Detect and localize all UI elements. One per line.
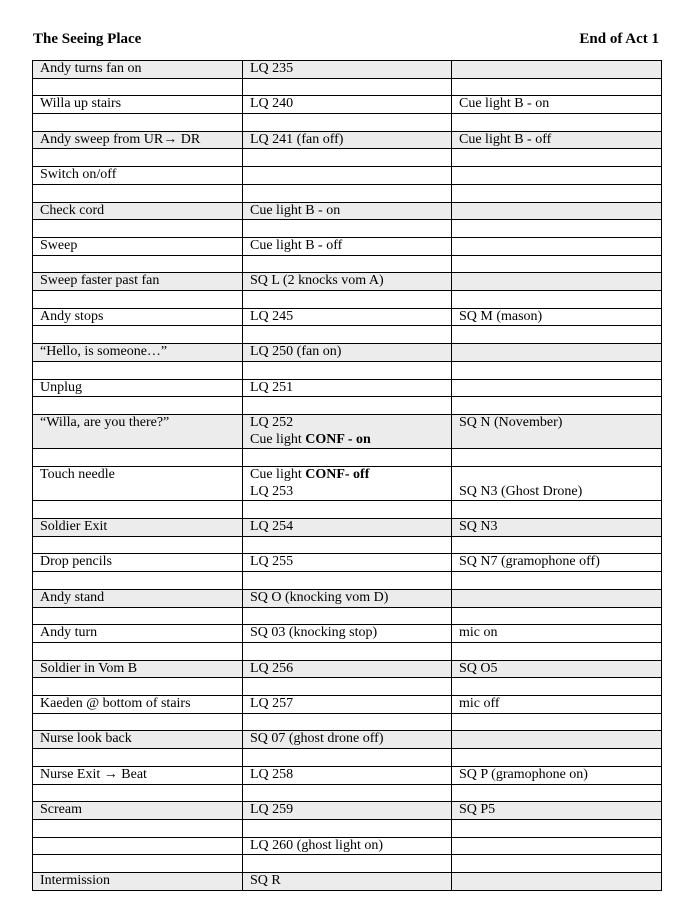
table-cell — [33, 484, 243, 501]
blank-row — [33, 184, 662, 202]
table-cell: LQ 250 (fan on) — [243, 344, 452, 362]
table-cell: SQ P5 — [452, 802, 662, 820]
section-label: End of Act 1 — [579, 31, 659, 47]
table-cell: Sweep faster past fan — [33, 273, 243, 291]
table-cell — [33, 678, 243, 696]
table-cell — [243, 255, 452, 273]
table-cell — [452, 873, 662, 891]
blank-row — [33, 572, 662, 590]
table-cell — [33, 432, 243, 449]
table-cell: SQ N (November) — [452, 414, 662, 431]
cue-text: Cue light — [250, 467, 306, 482]
table-cell — [33, 397, 243, 415]
table-cell: “Willa, are you there?” — [33, 414, 243, 431]
table-cell: Soldier in Vom B — [33, 660, 243, 678]
table-cell: LQ 256 — [243, 660, 452, 678]
table-row — [33, 519, 662, 537]
table-cell — [243, 855, 452, 873]
blank-row — [33, 255, 662, 273]
table-cell: LQ 254 — [243, 519, 452, 537]
table-row — [33, 379, 662, 397]
table-row — [33, 660, 662, 678]
table-cell — [33, 819, 243, 837]
blank-row — [33, 78, 662, 96]
table-cell — [452, 572, 662, 590]
table-cell: SQ L (2 knocks vom A) — [243, 273, 452, 291]
table-cell — [33, 361, 243, 379]
table-cell — [452, 237, 662, 255]
table-cell: Scream — [33, 802, 243, 820]
table-cell — [243, 78, 452, 96]
table-cell: Drop pencils — [33, 554, 243, 572]
table-cell — [33, 326, 243, 344]
table-row — [33, 625, 662, 643]
blank-row — [33, 397, 662, 415]
blank-row — [33, 361, 662, 379]
table-cell — [243, 749, 452, 767]
table-row — [33, 414, 662, 431]
blank-row — [33, 855, 662, 873]
table-cell — [243, 819, 452, 837]
blank-row — [33, 784, 662, 802]
table-cell: LQ 241 (fan off) — [243, 131, 452, 149]
table-cell — [452, 642, 662, 660]
blank-row — [33, 713, 662, 731]
table-row — [33, 467, 662, 484]
table-cell — [33, 449, 243, 467]
table-cell — [243, 572, 452, 590]
table-cell: Switch on/off — [33, 167, 243, 185]
table-cell — [243, 536, 452, 554]
table-cell: LQ 245 — [243, 308, 452, 326]
blank-row — [33, 819, 662, 837]
table-cell: SQ R — [243, 873, 452, 891]
table-cell — [243, 220, 452, 238]
table-cell: Unplug — [33, 379, 243, 397]
table-cell — [452, 184, 662, 202]
table-row — [33, 167, 662, 185]
table-cell: Sweep — [33, 237, 243, 255]
table-row — [33, 131, 662, 149]
table-cell — [452, 784, 662, 802]
cue-table — [32, 60, 662, 891]
table-cell — [452, 678, 662, 696]
table-row-continued — [33, 432, 662, 449]
table-cell: Nurse Exit → Beat — [33, 766, 243, 784]
table-cell: Check cord — [33, 202, 243, 220]
table-cell — [452, 326, 662, 344]
blank-row — [33, 501, 662, 519]
table-cell: SQ P (gramophone on) — [452, 766, 662, 784]
table-cell — [243, 607, 452, 625]
table-cell: SQ 07 (ghost drone off) — [243, 731, 452, 749]
table-row-continued — [33, 484, 662, 501]
table-cell: Andy stops — [33, 308, 243, 326]
blank-row — [33, 449, 662, 467]
table-cell — [452, 78, 662, 96]
table-cell: Cue light B - on — [452, 96, 662, 114]
table-cell — [452, 361, 662, 379]
table-cell — [452, 819, 662, 837]
table-cell — [452, 449, 662, 467]
blank-row — [33, 149, 662, 167]
table-cell — [33, 114, 243, 132]
table-cell — [243, 361, 452, 379]
table-row — [33, 202, 662, 220]
table-cell — [243, 432, 452, 449]
table-cell — [452, 589, 662, 607]
table-cell: Willa up stairs — [33, 96, 243, 114]
table-cell — [33, 78, 243, 96]
table-cell — [33, 642, 243, 660]
table-cell — [452, 220, 662, 238]
blank-row — [33, 607, 662, 625]
table-row — [33, 344, 662, 362]
table-row — [33, 96, 662, 114]
table-cell — [243, 678, 452, 696]
table-row — [33, 308, 662, 326]
table-cell: Cue light B - off — [452, 131, 662, 149]
table-row — [33, 696, 662, 714]
table-cell — [243, 501, 452, 519]
table-cell — [33, 713, 243, 731]
table-cell: SQ O5 — [452, 660, 662, 678]
table-row — [33, 237, 662, 255]
table-cell — [452, 467, 662, 484]
table-cell — [33, 291, 243, 309]
table-cell — [452, 432, 662, 449]
blank-row — [33, 326, 662, 344]
table-cell — [243, 149, 452, 167]
table-cell: “Hello, is someone…” — [33, 344, 243, 362]
table-cell — [243, 449, 452, 467]
table-cell — [243, 114, 452, 132]
table-cell — [243, 713, 452, 731]
table-cell — [33, 784, 243, 802]
table-cell — [33, 536, 243, 554]
blank-row — [33, 642, 662, 660]
table-cell — [452, 149, 662, 167]
table-cell: LQ 252 — [243, 414, 452, 431]
table-cell: Cue light B - on — [243, 202, 452, 220]
table-cell: SQ N3 (Ghost Drone) — [452, 484, 662, 501]
table-cell — [33, 607, 243, 625]
table-cell — [243, 291, 452, 309]
table-cell — [33, 149, 243, 167]
table-cell: LQ 255 — [243, 554, 452, 572]
table-cell: LQ 253 — [243, 484, 452, 501]
table-cell — [243, 326, 452, 344]
table-row — [33, 589, 662, 607]
table-cell — [452, 855, 662, 873]
blank-row — [33, 678, 662, 696]
table-cell — [452, 837, 662, 855]
table-cell: Andy sweep from UR→ DR — [33, 131, 243, 149]
table-cell: SQ M (mason) — [452, 308, 662, 326]
table-cell — [243, 397, 452, 415]
table-cell — [33, 749, 243, 767]
table-cell — [452, 255, 662, 273]
table-cell — [33, 855, 243, 873]
table-row — [33, 873, 662, 891]
table-row — [33, 731, 662, 749]
table-cell — [243, 467, 452, 484]
table-cell — [452, 501, 662, 519]
table-cell: Kaeden @ bottom of stairs — [33, 696, 243, 714]
table-cell — [452, 397, 662, 415]
table-cell: SQ 03 (knocking stop) — [243, 625, 452, 643]
table-cell: Nurse look back — [33, 731, 243, 749]
table-cell: LQ 251 — [243, 379, 452, 397]
table-cell — [452, 114, 662, 132]
cue-text-bold: CONF - on — [305, 431, 371, 447]
table-cell: LQ 259 — [243, 802, 452, 820]
table-cell — [243, 642, 452, 660]
table-cell — [33, 220, 243, 238]
table-cell: Soldier Exit — [33, 519, 243, 537]
cue-text: Cue light — [250, 431, 306, 447]
table-cell — [33, 184, 243, 202]
table-cell — [452, 536, 662, 554]
table-cell — [452, 749, 662, 767]
blank-row — [33, 749, 662, 767]
table-cell — [33, 501, 243, 519]
blank-row — [33, 220, 662, 238]
table-cell: Andy turn — [33, 625, 243, 643]
table-cell: Andy turns fan on — [33, 61, 243, 79]
table-cell: Intermission — [33, 873, 243, 891]
table-cell — [452, 731, 662, 749]
table-row — [33, 554, 662, 572]
cue-text-bold: CONF- off — [305, 467, 370, 482]
table-cell — [33, 837, 243, 855]
table-cell — [452, 273, 662, 291]
table-row — [33, 837, 662, 855]
table-cell — [452, 713, 662, 731]
table-cell: SQ N7 (gramophone off) — [452, 554, 662, 572]
table-cell: Touch needle — [33, 467, 243, 484]
table-row — [33, 273, 662, 291]
table-cell: mic on — [452, 625, 662, 643]
table-cell — [452, 379, 662, 397]
table-cell — [452, 344, 662, 362]
document-title: The Seeing Place — [33, 31, 142, 47]
table-cell — [243, 784, 452, 802]
table-cell — [243, 167, 452, 185]
table-cell — [452, 607, 662, 625]
blank-row — [33, 114, 662, 132]
table-cell: LQ 257 — [243, 696, 452, 714]
table-cell: LQ 260 (ghost light on) — [243, 837, 452, 855]
table-cell — [452, 61, 662, 79]
table-cell — [452, 291, 662, 309]
table-row — [33, 766, 662, 784]
table-cell — [452, 202, 662, 220]
table-cell: LQ 235 — [243, 61, 452, 79]
table-cell: Andy stand — [33, 589, 243, 607]
table-cell: SQ N3 — [452, 519, 662, 537]
blank-row — [33, 536, 662, 554]
table-cell — [452, 167, 662, 185]
table-cell — [243, 184, 452, 202]
blank-row — [33, 291, 662, 309]
table-row — [33, 61, 662, 79]
table-cell — [33, 572, 243, 590]
table-cell: LQ 258 — [243, 766, 452, 784]
table-cell: mic off — [452, 696, 662, 714]
table-cell — [33, 255, 243, 273]
table-cell: SQ O (knocking vom D) — [243, 589, 452, 607]
table-cell: Cue light B - off — [243, 237, 452, 255]
table-row — [33, 802, 662, 820]
table-cell: LQ 240 — [243, 96, 452, 114]
